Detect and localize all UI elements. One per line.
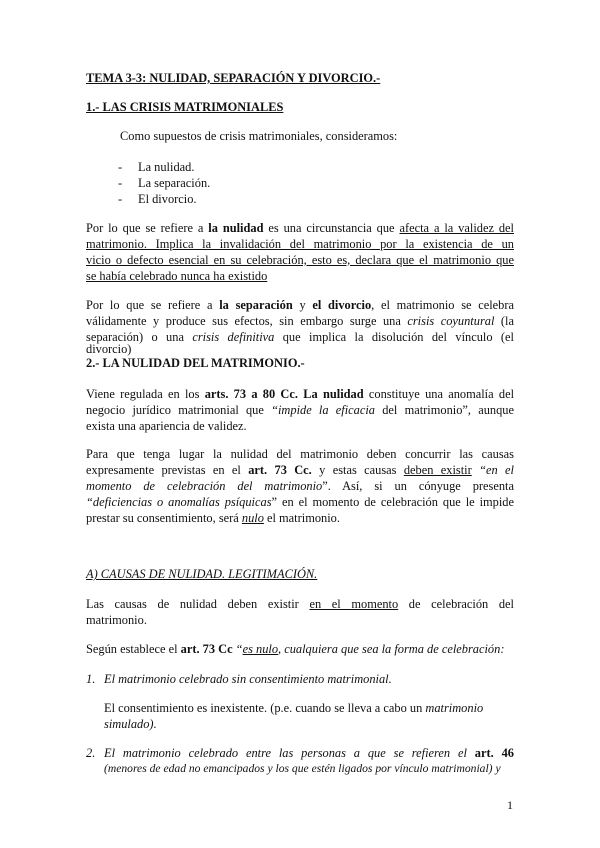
list-item: - El divorcio. [118,192,197,206]
section-1-title: 1.- LAS CRISIS MATRIMONIALES [86,100,284,114]
paragraph-nulidad-line: Por lo que se refiere a la nulidad es una circunstancia que afecta a la validez del [86,221,514,235]
list-item: - La nulidad. [118,160,195,174]
paragraph-causas-line: Para que tenga lugar la nulidad del matrimonio deben concurrir las causas [86,447,514,461]
paragraph-causas-line: prestar su consentimiento, será nulo el matrimonio. [86,511,340,525]
list-item-detail: simulado). [104,717,157,731]
list-item-detail: (menores de edad no emancipados y los que estén ligados por vínculo matrimonial) y [104,762,501,775]
list-item: 1. El matrimonio celebrado sin consentimiento matrimonial. [86,672,392,686]
list-item-detail: El consentimiento es inexistente. (p.e. cuando se lleva a cabo un matrimonio [104,701,484,715]
paragraph-regulacion-line: exista una apariencia de validez. [86,419,247,433]
paragraph-separacion-line: Por lo que se refiere a la separación y el divorcio, el matrimonio se celebra [86,298,514,312]
paragraph-regulacion-line: Viene regulada en los arts. 73 a 80 Cc. La nulidad constituye una anomalía del [86,387,515,401]
paragraph-articulo-line: Según establece el art. 73 Cc “es nulo, cualquiera que sea la forma de celebración: [86,642,505,656]
list-item: 2. El matrimonio celebrado entre las personas a que se refieren el art. 46 [86,746,514,760]
page-number: 1 [507,798,513,812]
list-item: - La separación. [118,176,211,190]
paragraph-causas-line: momento de celebración del matrimonio”. Así, si un cónyuge presenta [86,479,515,493]
paragraph-momento-line: matrimonio. [86,613,147,627]
section-2-title: 2.- LA NULIDAD DEL MATRIMONIO.- [86,356,305,370]
paragraph-separacion-line: separación) o una crisis definitiva que implica la disolución del vínculo (el [86,330,514,344]
paragraph-separacion-line: válidamente y produce sus efectos, sin embargo surge una crisis coyuntural (la [86,314,514,328]
paragraph-causas-line: “deficiencias o anomalías psíquicas” en el momento de celebración que le impide [86,495,514,509]
intro-text: Como supuestos de crisis matrimoniales, consideramos: [120,129,398,143]
paragraph-causas-line: expresamente previstas en el art. 73 Cc. y estas causas deben existir “en el [86,463,515,477]
section-a-title: A) CAUSAS DE NULIDAD. LEGITIMACIÓN. [86,567,318,581]
paragraph-regulacion-line: negocio jurídico matrimonial que “impide la eficacia del matrimonio”, aunque [86,403,515,417]
paragraph-momento-line: Las causas de nulidad deben existir en el momento de celebración del [86,597,514,611]
paragraph-nulidad-line: matrimonio. Implica la invalidación del matrimonio por la existencia de un [86,237,514,251]
document-heading: TEMA 3-3: NULIDAD, SEPARACIÓN Y DIVORCIO.- [86,71,381,85]
paragraph-nulidad-line: se había celebrado nunca ha existido [86,269,268,283]
paragraph-separacion-line: divorcio) [86,342,132,356]
paragraph-nulidad-line: vicio o defecto esencial en su celebración, esto es, declara que el matrimonio que [86,253,514,267]
crisis-list [118,159,210,207]
